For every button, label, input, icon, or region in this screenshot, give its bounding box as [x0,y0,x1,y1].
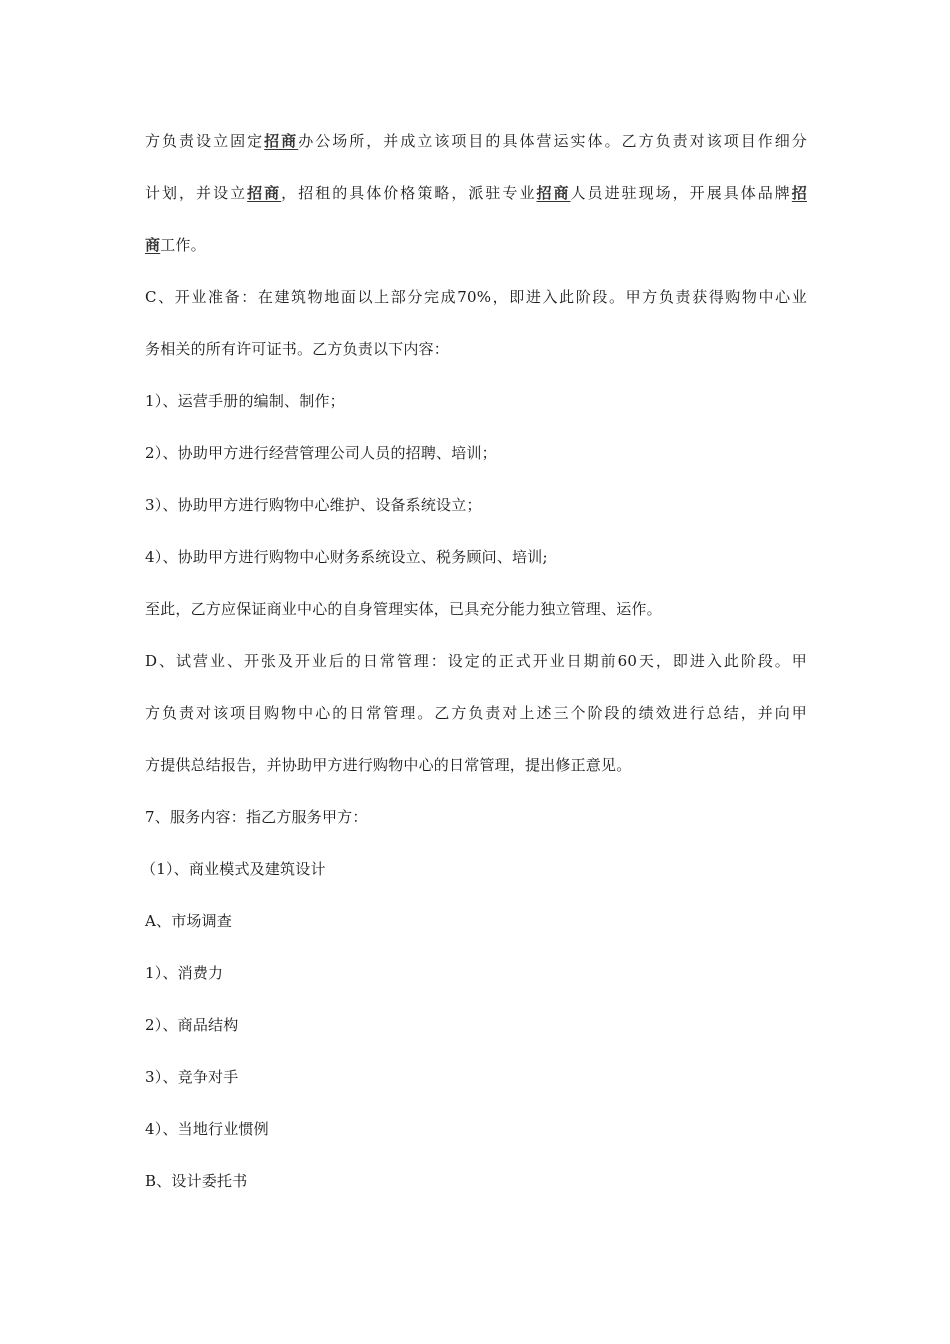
text-segment: C、开业准备：在建筑物地面以上部分完成70%，即进入此阶段。甲方负责获得购物中心业 [145,288,807,306]
list-item-consumption [145,954,807,1006]
paragraph-line-12 [145,694,807,746]
text-segment: A、市场调查 [145,912,233,930]
document-body [141,122,807,1214]
text-segment: 1）、消费力 [145,964,224,982]
paragraph-line-4 [145,278,807,330]
list-item-4 [145,538,807,590]
paragraph-line-3 [145,226,807,278]
text-segment: D、试营业、开张及开业后的日常管理：设定的正式开业日期前60天，即进入此阶段。甲 [145,652,807,670]
text-segment: 2）、协助甲方进行经营管理公司人员的招聘、培训； [145,444,497,462]
keyword-link[interactable]: 商 [145,236,161,254]
text-segment: （1）、商业模式及建筑设计 [141,860,326,878]
list-item-industry-practice [145,1110,807,1162]
list-item-3 [145,486,807,538]
text-segment: 人员进驻现场，开展具体品牌 [570,184,792,202]
text-segment: 方负责对该项目购物中心的日常管理。乙方负责对上述三个阶段的绩效进行总结，并向甲 [145,704,807,722]
keyword-link[interactable]: 招商 [264,132,299,150]
paragraph-line-11 [145,642,807,694]
text-segment: ，招租的具体价格策略，派驻专业 [281,184,537,202]
list-item-1 [145,382,807,434]
paragraph-line-5 [145,330,807,382]
item-heading-a [145,902,807,954]
text-segment: 务相关的所有许可证书。乙方负责以下内容： [145,340,450,358]
text-segment: 计划，并设立 [145,184,248,202]
text-segment: 至此，乙方应保证商业中心的自身管理实体，已具充分能力独立管理、运作。 [145,600,662,618]
section-heading-7 [145,798,807,850]
subsection-heading-1 [141,850,807,902]
text-segment: 7、服务内容：指乙方服务甲方： [145,808,368,826]
keyword-link[interactable]: 招商 [536,184,571,202]
text-segment: 工作。 [160,236,206,254]
text-segment: 3）、协助甲方进行购物中心维护、设备系统设立； [145,496,482,514]
item-heading-b [145,1162,807,1214]
text-segment: 4）、当地行业惯例 [145,1120,269,1138]
text-segment: 1）、运营手册的编制、制作； [145,392,345,410]
text-segment: B、设计委托书 [145,1172,248,1190]
keyword-link[interactable]: 招商 [247,184,282,202]
paragraph-line-2 [145,174,807,226]
list-item-product-structure [145,1006,807,1058]
text-segment: 2）、商品结构 [145,1016,239,1034]
paragraph-line-1 [145,122,807,174]
paragraph-line-10 [145,590,807,642]
paragraph-line-13 [145,746,807,798]
text-segment: 4）、协助甲方进行购物中心财务系统设立、税务顾问、培训; [145,548,548,566]
text-segment: 3）、竞争对手 [145,1068,239,1086]
text-segment: 办公场所，并成立该项目的具体营运实体。乙方负责对该项目作细分 [298,132,807,150]
text-segment: 方提供总结报告，并协助甲方进行购物中心的日常管理，提出修正意见。 [145,756,632,774]
list-item-competitors [145,1058,807,1110]
text-segment: 方负责设立固定 [145,132,265,150]
list-item-2 [145,434,807,486]
keyword-link[interactable]: 招 [791,184,807,202]
